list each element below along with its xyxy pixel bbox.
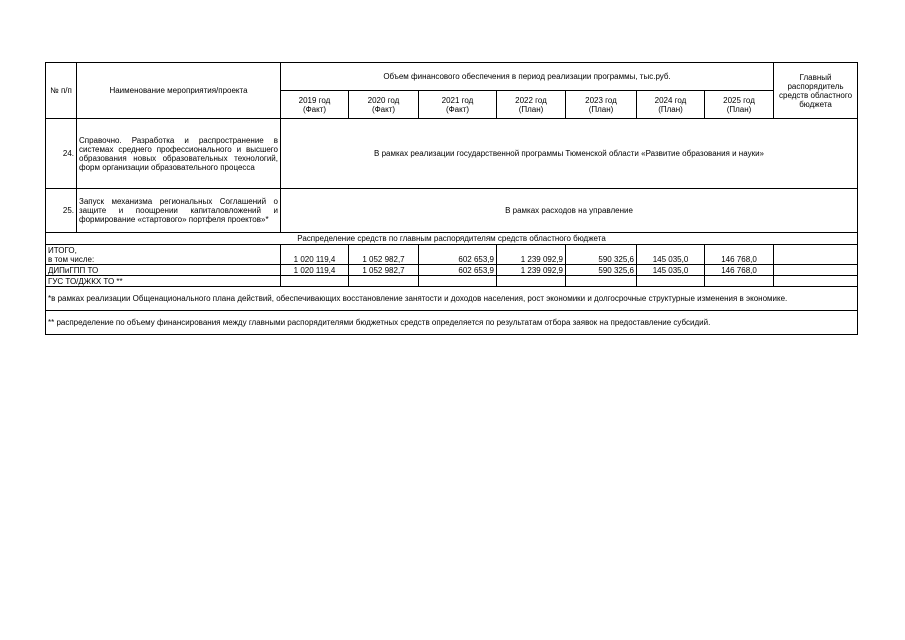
header-name: Наименование мероприятия/проекта — [77, 63, 281, 119]
total-value-2023: 590 325,6 — [566, 245, 637, 265]
manager-value-2024: 145 035,0 — [637, 265, 705, 276]
manager-value-2022 — [497, 276, 566, 287]
manager-value-2020 — [349, 276, 419, 287]
header-year-2022: 2022 год (План) — [497, 91, 566, 119]
total-value-2022: 1 239 092,9 — [497, 245, 566, 265]
total-value-2020: 1 052 982,7 — [349, 245, 419, 265]
activity-name: Запуск механизма региональных Соглашений о защите и поощрении капиталовложений и формирование «стартового» портфеля проектов»* — [77, 189, 281, 233]
manager-value-2024 — [637, 276, 705, 287]
footnote: ** распределение по объему финансирования между главными распорядителями бюджетных средств определяется по результатам отбора заявок на предоставление субсидий. — [46, 311, 858, 335]
merged-note: В рамках реализации государственной программы Тюменской области «Развитие образования и науки» — [281, 119, 858, 189]
manager-row — [46, 276, 858, 287]
header-year-2019: 2019 год (Факт) — [281, 91, 349, 119]
activity-name: Справочно. Разработка и распространение в системах среднего профессионального и высшего образования новых образовательных технологий, форм организации образовательного процесса — [77, 119, 281, 189]
program-financing-table-sheet — [45, 62, 857, 335]
header-year-2024: 2024 год (План) — [637, 91, 705, 119]
totals-label: ИТОГО, в том числе: — [46, 245, 281, 265]
header-volume: Объем финансового обеспечения в период реализации программы, тыс.руб. — [281, 63, 774, 91]
header-manager: Главный распорядитель средств областного бюджета — [774, 63, 858, 119]
manager-value-2019: 1 020 119,4 — [281, 265, 349, 276]
table-row — [46, 189, 858, 233]
row-number: 24. — [46, 119, 77, 189]
header-year-2023: 2023 год (План) — [566, 91, 637, 119]
manager-value-2025 — [705, 276, 774, 287]
manager-value-2020: 1 052 982,7 — [349, 265, 419, 276]
manager-label: ГУС ТО/ДЖКХ ТО ** — [46, 276, 281, 287]
total-value-2019: 1 020 119,4 — [281, 245, 349, 265]
header-year-2020: 2020 год (Факт) — [349, 91, 419, 119]
manager-value-2023: 590 325,6 — [566, 265, 637, 276]
manager-value-2023 — [566, 276, 637, 287]
footnote: *в рамках реализации Общенационального плана действий, обеспечивающих восстановление занятости и доходов населения, рост экономики и долгосрочные структурные изменения в экономике. — [46, 287, 858, 311]
manager-value-2025: 146 768,0 — [705, 265, 774, 276]
row-number: 25. — [46, 189, 77, 233]
total-manager — [774, 245, 858, 265]
manager-value-2019 — [281, 276, 349, 287]
total-value-2024: 145 035,0 — [637, 245, 705, 265]
totals-row — [46, 245, 858, 265]
distribution-title: Распределение средств по главным распорядителям средств областного бюджета — [46, 233, 858, 245]
manager-empty — [774, 265, 858, 276]
header-year-2021: 2021 год (Факт) — [419, 91, 497, 119]
manager-value-2022: 1 239 092,9 — [497, 265, 566, 276]
table-row — [46, 119, 858, 189]
manager-value-2021 — [419, 276, 497, 287]
header-num: № п/п — [46, 63, 77, 119]
header-year-2025: 2025 год (План) — [705, 91, 774, 119]
manager-value-2021: 602 653,9 — [419, 265, 497, 276]
financing-table — [45, 62, 858, 335]
merged-note: В рамках расходов на управление — [281, 189, 858, 233]
manager-label: ДИПиГПП ТО — [46, 265, 281, 276]
total-value-2021: 602 653,9 — [419, 245, 497, 265]
manager-empty — [774, 276, 858, 287]
manager-row — [46, 265, 858, 276]
total-value-2025: 146 768,0 — [705, 245, 774, 265]
